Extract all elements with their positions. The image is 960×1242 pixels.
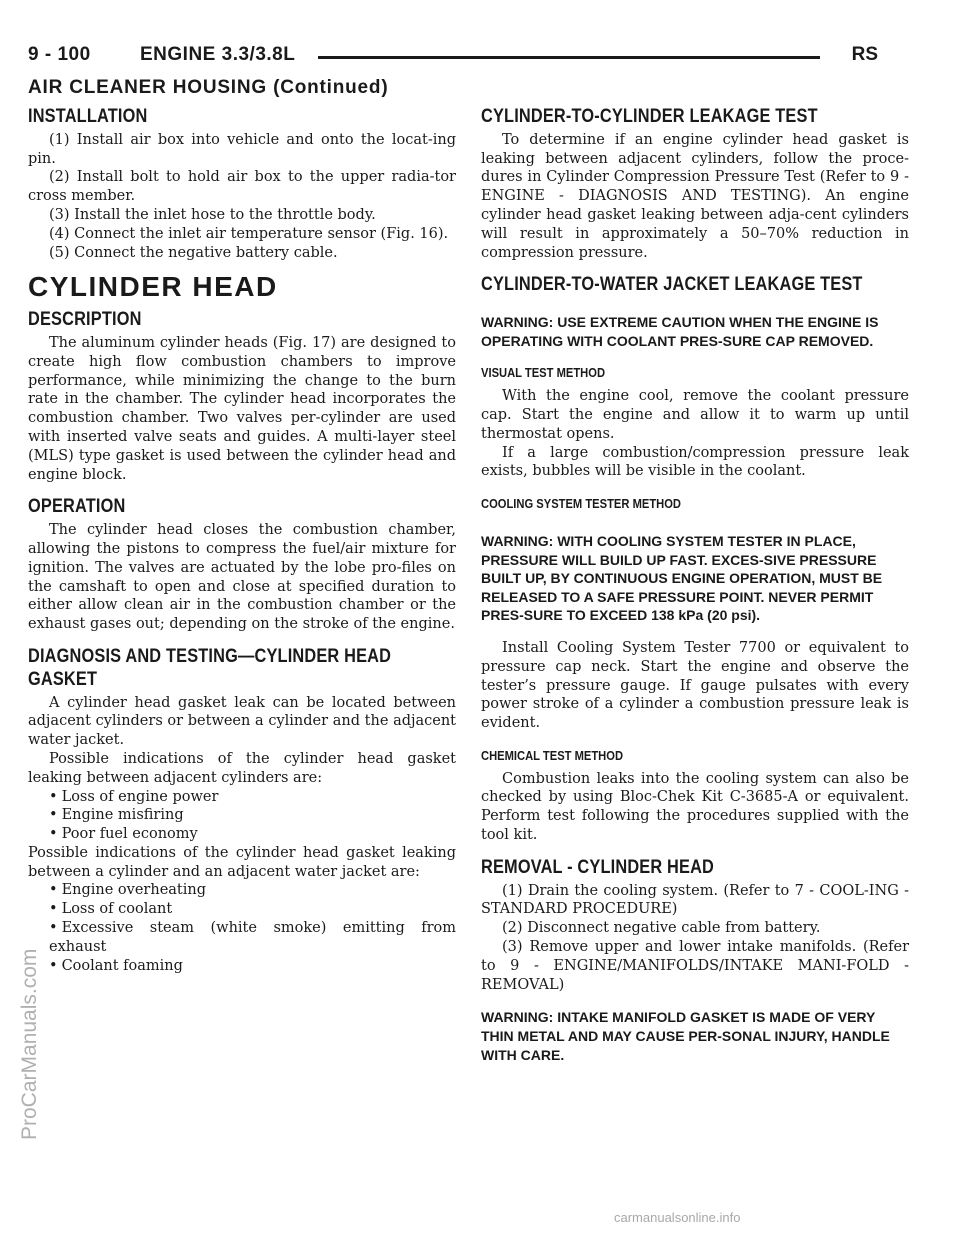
engine-title: ENGINE 3.3/3.8L: [140, 44, 296, 65]
visual-text-2: If a large combustion/compression pressure leak exists, bubbles will be visible in the coolant.: [481, 444, 909, 480]
footer-watermark: carmanualsonline.info: [614, 1210, 741, 1225]
description-text: The aluminum cylinder heads (Fig. 17) are designed to create high flow combustion chambers to improve performance, while minimizing the change to the burn rate in the chamber. The cylinder head incorporates the combustion chamber. Two valves per-cylinder are used with inserted valve seats and guides. A multi-layer steel (MLS) type gasket is used between the cylinder head and engine block.: [28, 334, 456, 483]
page-header: [28, 44, 878, 70]
c2w-warning: WARNING: USE EXTREME CAUTION WHEN THE ENGINE IS OPERATING WITH COOLANT PRES-SURE CAP REMOVED.: [481, 314, 879, 349]
list-item: • Loss of coolant: [28, 900, 456, 919]
diagnosis-heading-cont: GASKET: [28, 668, 98, 690]
visual-heading: VISUAL TEST METHOD: [481, 365, 606, 381]
list-item: • Poor fuel economy: [28, 825, 456, 844]
right-column: [481, 108, 909, 1064]
page-number: 9 - 100: [28, 44, 91, 65]
list-item: • Engine overheating: [28, 881, 456, 900]
visual-text-1: With the engine cool, remove the coolant pressure cap. Start the engine and allow it to warm up until thermostat opens.: [481, 388, 909, 442]
c2c-heading: CYLINDER-TO-CYLINDER LEAKAGE TEST: [481, 106, 818, 127]
install-step: (3) Install the inlet hose to the throttle body.: [49, 206, 376, 223]
removal-step: (3) Remove upper and lower intake manifolds. (Refer to 9 - ENGINE/MANIFOLDS/INTAKE MANI-FOLD - REMOVAL): [481, 939, 909, 993]
c2c-text: To determine if an engine cylinder head gasket is leaking between adjacent cylinders, follow the proce-dures in Cylinder Compression Pressure Test (Refer to 9 - ENGINE - DIAGNOSIS AND TESTING). An engine cylinder head gasket leaking between adja-cent cylinders will result in approximately a 50–70% reduction in compression pressure.: [481, 131, 909, 261]
diagnosis-adjacent-intro: Possible indications of the cylinder head gasket leaking between adjacent cylinders are:: [28, 750, 456, 786]
left-column: [28, 108, 456, 975]
removal-step: (2) Disconnect negative cable from battery.: [502, 920, 821, 937]
cooling-heading: COOLING SYSTEM TESTER METHOD: [481, 496, 682, 512]
watermark: ProCarManuals.com: [18, 948, 41, 1140]
diagnosis-heading: DIAGNOSIS AND TESTING—CYLINDER HEAD: [28, 645, 392, 667]
install-step: (1) Install air box into vehicle and onto the locat-ing pin.: [28, 131, 456, 167]
list-item: • Loss of engine power: [28, 788, 456, 807]
diagnosis-water-intro: Possible indications of the cylinder head gasket leaking between a cylinder and an adjacent water jacket are:: [28, 844, 456, 880]
list-item: • Excessive steam (white smoke) emitting from exhaust: [28, 919, 456, 957]
install-step: (4) Connect the inlet air temperature sensor (Fig. 16).: [49, 225, 449, 242]
cooling-text: Install Cooling System Tester 7700 or equivalent to pressure cap neck. Start the engine and observe the tester’s pressure gauge. If gauge pulsates with every power stroke of a cylinder a combustion pressure leak is evident.: [481, 639, 909, 732]
cylinder-head-heading: CYLINDER HEAD: [28, 271, 278, 303]
cooling-warning: WARNING: WITH COOLING SYSTEM TESTER IN PLACE, PRESSURE WILL BUILD UP FAST. EXCES-SIVE PRESSURE BUILT UP, BY CONTINUOUS ENGINE OPERATION, MUST BE RELEASED TO A SAFE PRESSURE POINT. NEVER PERMIT PRES-SURE TO EXCEED 138 kPa (20 psi).: [481, 532, 883, 624]
list-item: • Coolant foaming: [28, 957, 456, 976]
install-step: (5) Connect the negative battery cable.: [49, 244, 338, 261]
list-item: • Engine misfiring: [28, 806, 456, 825]
removal-step: (1) Drain the cooling system. (Refer to 7 - COOL-ING - STANDARD PROCEDURE): [481, 882, 909, 918]
operation-heading: OPERATION: [28, 496, 126, 518]
chemical-heading: CHEMICAL TEST METHOD: [481, 747, 624, 763]
removal-heading: REMOVAL - CYLINDER HEAD: [481, 856, 715, 878]
install-step: (2) Install bolt to hold air box to the upper radia-tor cross member.: [28, 169, 456, 205]
operation-text: The cylinder head closes the combustion chamber, allowing the pistons to compress the fuel/air mixture for ignition. The valves are actuated by the lobe pro-files on the camshaft to open and close at specified duration to either allow clean air in the combustion chamber or the exhaust gases out; depending on the stroke of the engine.: [28, 522, 456, 633]
diagnosis-intro: A cylinder head gasket leak can be located between adjacent cylinders or between a cylinder and the adjacent water jacket.: [28, 694, 456, 749]
description-heading: DESCRIPTION: [28, 309, 142, 331]
removal-warning: WARNING: INTAKE MANIFOLD GASKET IS MADE OF VERY THIN METAL AND MAY CAUSE PER-SONAL INJURY, HANDLE WITH CARE.: [481, 1009, 890, 1063]
installation-heading: INSTALLATION: [28, 106, 148, 127]
section-code: RS: [851, 44, 878, 65]
c2w-heading: CYLINDER-TO-WATER JACKET LEAKAGE TEST: [481, 274, 863, 296]
chemical-text: Combustion leaks into the cooling system can also be checked by using Bloc-Chek Kit C-3685-A or equivalent. Perform test following the procedures supplied with the tool kit.: [481, 770, 909, 844]
header-rule: [318, 56, 820, 59]
continued-heading: AIR CLEANER HOUSING (Continued): [28, 77, 389, 98]
